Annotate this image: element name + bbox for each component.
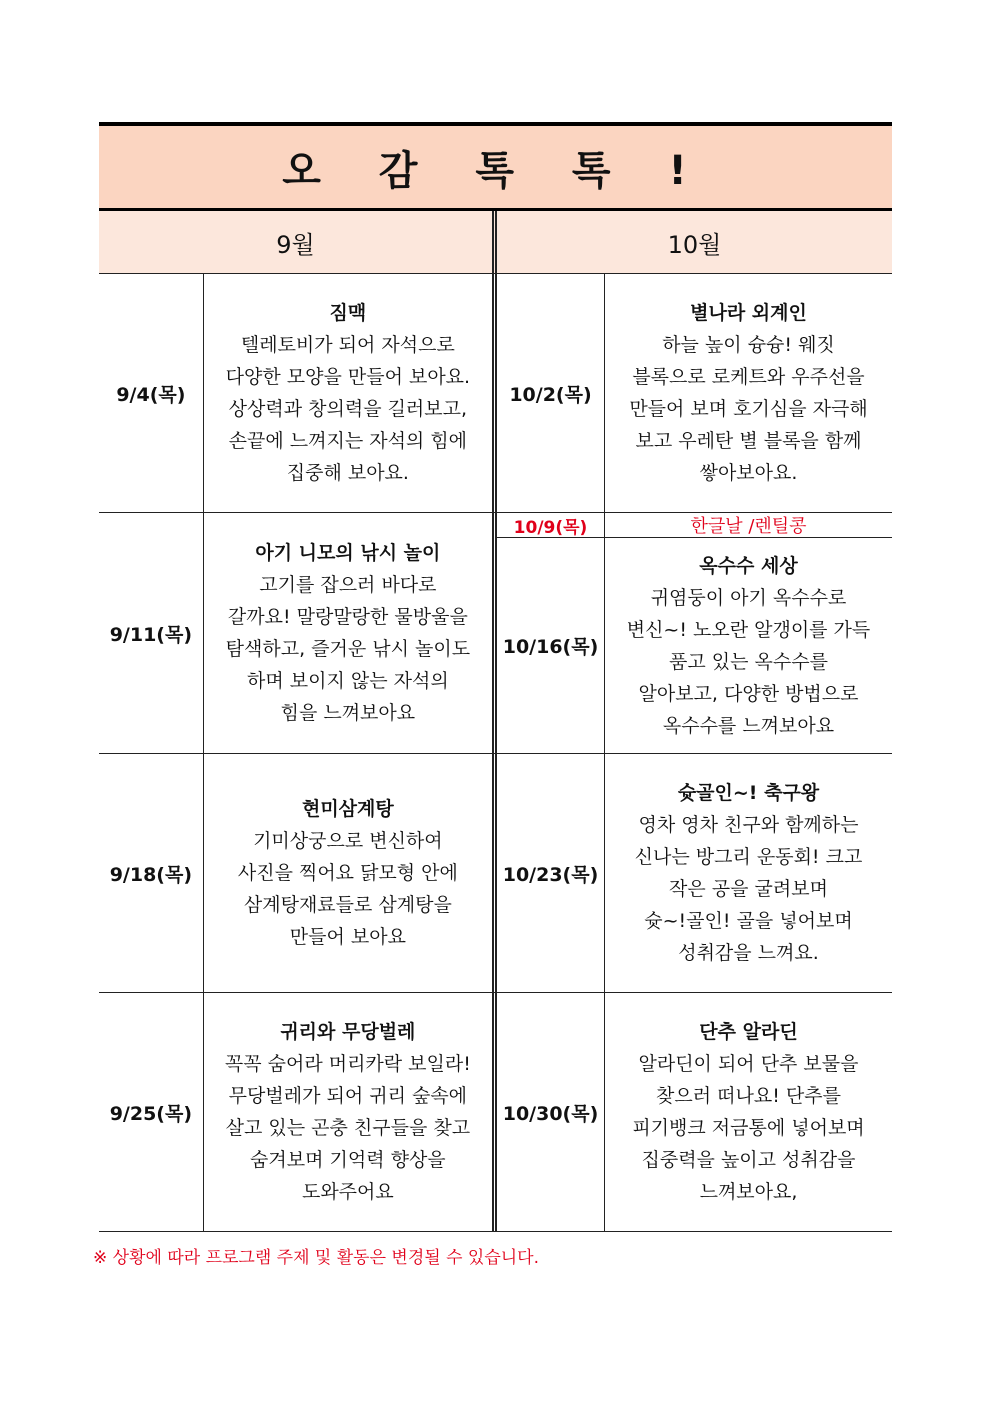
page-title: 오 감 톡 톡 ! — [282, 147, 709, 194]
activity-line: 변신~! 노오란 알갱이를 가득 — [626, 618, 871, 641]
table-row — [99, 754, 892, 993]
holiday-date: 10/9(목) — [513, 517, 588, 538]
activity-line: 알아보고, 다양한 방법으로 — [638, 682, 859, 705]
activity-line: 숨겨보며 기억력 향상을 — [250, 1149, 446, 1171]
october-column — [492, 993, 892, 1231]
activity-line: 쌓아보아요. — [699, 462, 798, 484]
activity-line: 하늘 높이 슝슝! 웨짓 — [662, 334, 835, 356]
activity-line: 도와주어요 — [301, 1181, 394, 1203]
october-column — [492, 754, 892, 992]
date-cell: 10/16(목) — [502, 636, 599, 658]
activity-line: 귀염둥이 아기 옥수수로 — [650, 586, 847, 609]
activity-line: 느껴보아요, — [699, 1181, 798, 1203]
activity-line: 고기를 잡으러 바다로 — [259, 574, 437, 596]
activity-line: 만들어 보며 호기심을 자극해 — [629, 398, 868, 420]
date-cell: 10/23(목) — [502, 863, 599, 886]
activity-line: 신나는 방그리 운동회! 크고 — [634, 846, 863, 868]
activity-title: 단추 알라딘 — [699, 1021, 798, 1043]
activity-title: 현미삼계탕 — [301, 798, 394, 820]
month-october: 10월 — [492, 211, 892, 273]
activity-cell — [203, 754, 492, 992]
activity-line: 보고 우레탄 별 블록을 함께 — [635, 430, 862, 452]
date-cell: 9/25(목) — [109, 1102, 193, 1125]
activity-line: 힘을 느껴보아요 — [280, 702, 416, 724]
month-header — [99, 211, 892, 274]
date-cell: 10/2(목) — [509, 383, 592, 406]
activity-cell — [203, 274, 492, 512]
activity-cell — [203, 993, 492, 1231]
holiday-label: 한글날 /렌틸콩 — [604, 513, 892, 537]
october-column — [492, 513, 892, 753]
activity-title: 귀리와 무당벌레 — [280, 1021, 416, 1043]
activity-line: 영차 영차 친구와 함께하는 — [638, 814, 859, 836]
date-cell: 9/4(목) — [116, 383, 186, 406]
activity-line: 삼계탕재료들로 삼계탕을 — [243, 894, 452, 916]
activity-line: 집중해 보아요. — [286, 462, 409, 484]
activity-line: 갈까요! 말랑말랑한 물방울을 — [227, 606, 468, 628]
activity-line: 품고 있는 옥수수를 — [669, 650, 828, 673]
october-column — [492, 274, 892, 512]
activity-line: 슛~!골인! 골을 넣어보며 — [644, 910, 853, 932]
activity-line: 기미상궁으로 변신하여 — [253, 830, 443, 852]
activity-title: 옥수수 세상 — [699, 554, 798, 577]
table-row — [99, 993, 892, 1232]
activity-line: 만들어 보아요 — [289, 926, 406, 948]
activity-line: 꼭꼭 숨어라 머리카락 보일라! — [224, 1053, 471, 1075]
activity-line: 성취감을 느껴요. — [678, 942, 819, 964]
activity-title: 짐맥 — [329, 302, 367, 324]
activity-line: 탐색하고, 즐거운 낚시 놀이도 — [225, 638, 471, 660]
activity-cell — [604, 754, 892, 992]
activity-line: 작은 공을 굴려보며 — [669, 878, 828, 900]
activity-line: 하며 보이지 않는 자석의 — [247, 670, 449, 692]
table-row — [99, 274, 892, 513]
holiday-row — [497, 513, 892, 538]
activity-line: 블록으로 로케트와 우주선을 — [632, 366, 865, 388]
table-row — [99, 513, 892, 754]
activity-cell — [604, 538, 892, 753]
activity-cell — [604, 993, 892, 1231]
date-cell: 9/11(목) — [109, 623, 193, 646]
footnote: ※ 상황에 따라 프로그램 주제 및 활동은 변경될 수 있습니다. — [93, 1248, 539, 1268]
activity-line: 텔레토비가 되어 자석으로 — [240, 334, 455, 356]
activity-title: 별나라 외계인 — [690, 302, 807, 324]
activity-line: 무당벌레가 되어 귀리 숲속에 — [228, 1085, 468, 1107]
date-cell: 10/30(목) — [502, 1102, 599, 1125]
activity-line: 다양한 모양을 만들어 보아요. — [225, 366, 471, 388]
activity-line: 피기뱅크 저금통에 넣어보며 — [632, 1117, 865, 1139]
month-september: 9월 — [276, 230, 315, 259]
activity-line: 사진을 찍어요 닭모형 안에 — [237, 862, 458, 884]
activity-line: 손끝에 느껴지는 자석의 힘에 — [228, 430, 468, 452]
title-bar — [99, 122, 892, 211]
activity-cell — [604, 274, 892, 512]
activity-cell — [203, 513, 492, 753]
activity-title: 아기 니모의 낚시 놀이 — [255, 542, 441, 564]
date-cell: 9/18(목) — [109, 863, 193, 886]
activity-line: 살고 있는 곤충 친구들을 찾고 — [225, 1117, 471, 1139]
activity-line: 집중력을 높이고 성취감을 — [641, 1149, 856, 1171]
activity-title: 슛골인~! 축구왕 — [677, 782, 820, 804]
activity-line: 찾으러 떠나요! 단추를 — [656, 1085, 841, 1107]
activity-line: 상상력과 창의력을 길러보고, — [228, 398, 468, 420]
schedule-table — [99, 122, 892, 1232]
activity-line: 알라딘이 되어 단추 보물을 — [638, 1053, 859, 1075]
activity-line: 옥수수를 느껴보아요 — [662, 714, 835, 737]
